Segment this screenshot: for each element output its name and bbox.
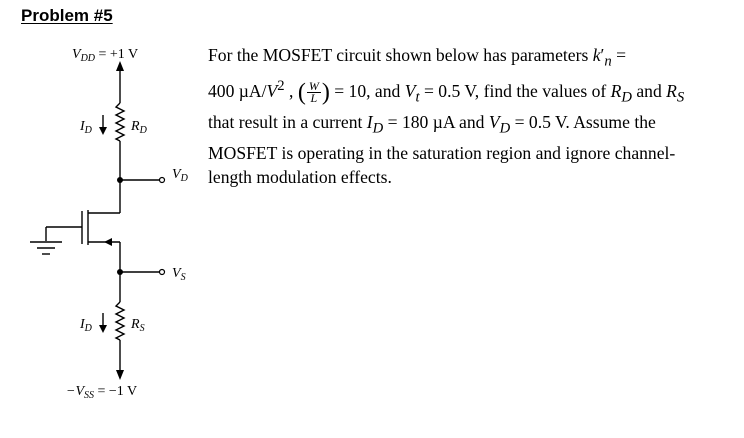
vd-terminal [160, 178, 165, 183]
vs-terminal [160, 270, 165, 275]
problem-line-3: that result in a current $I_D = 180$ µA and $V_D = 0.5$ V. Assume the [208, 111, 656, 137]
vdd-arrow [116, 61, 124, 71]
problem-heading: Problem #5 [21, 6, 113, 25]
source-node [117, 269, 123, 275]
vs-label: $V_S$ [172, 266, 186, 283]
problem-line-2: 400 $\mu A/V^2$ , ( $\frac{W}{L}$ ) = 10, and $V_t = 0.5$ V, find the values of $R_D$ and $R_S$ [208, 78, 685, 106]
vss-arrow [116, 370, 124, 380]
mosfet-source-arrow [104, 238, 112, 246]
id-top-arrow-head [99, 127, 107, 135]
rs-label: $R_S$ [131, 317, 145, 334]
problem-line-4: MOSFET is operating in the saturation region and ignore channel- [208, 142, 676, 163]
problem-statement [208, 43, 736, 190]
vss-label: $-V_{SS} = -1$ V [66, 384, 138, 401]
rs-resistor [116, 302, 124, 340]
vdd-label: $V_{DD} = +1$ V [72, 47, 139, 64]
id-bottom-arrow-head [99, 325, 107, 333]
rd-label: $R_D$ [131, 119, 147, 136]
problem-line-1: For the MOSFET circuit shown below has parameters $k'_n$ = [208, 45, 627, 70]
problem-line-5: length modulation effects. [208, 167, 392, 188]
rd-resistor [116, 103, 124, 141]
vd-label: $V_D$ [172, 167, 188, 184]
drain-node [117, 177, 123, 183]
w-over-l-fraction: $\frac{W}{L}$ [308, 79, 319, 106]
id-bottom-label: $I_D$ [80, 317, 92, 334]
id-top-label: $I_D$ [80, 119, 92, 136]
